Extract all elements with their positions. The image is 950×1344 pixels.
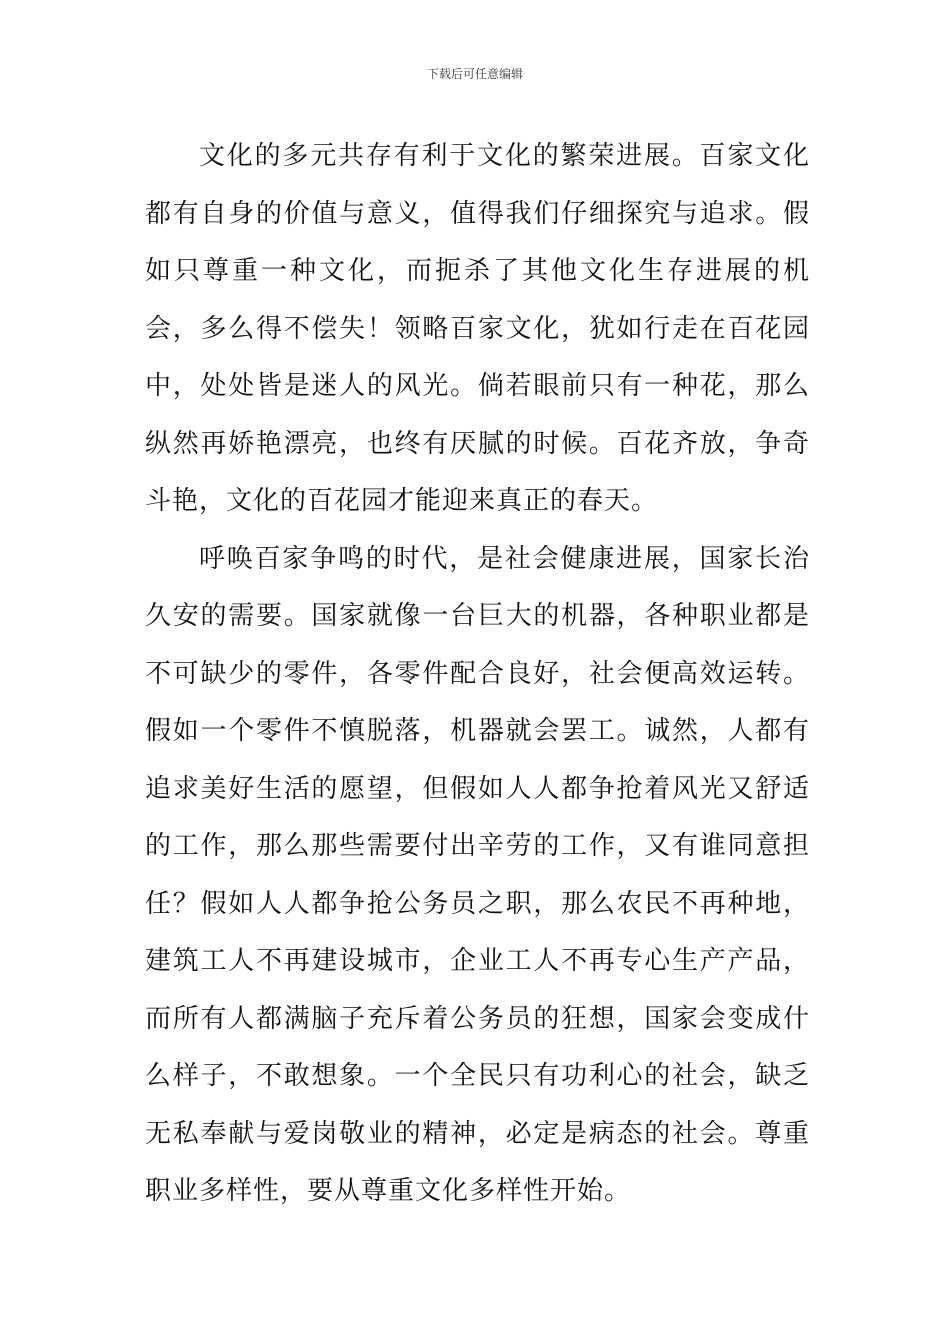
paragraph-1: 文化的多元共存有利于文化的繁荣进展。百家文化都有自身的价值与意义，值得我们仔细探究与追求。假如只尊重一种文化，而扼杀了其他文化生存进展的机会，多么得不偿失！领略百家文化，犹如行走在百花园中，处处皆是迷人的风光。倘若眼前只有一种花，那么纵然再娇艳漂亮，也终有厌腻的时候。百花齐放，争奇斗艳，文化的百花园才能迎来真正的春天。 bbox=[145, 141, 810, 516]
page-header: 下载后可任意编辑 bbox=[426, 67, 523, 81]
paragraph-2: 呼唤百家争鸣的时代，是社会健康进展，国家长治久安的需要。国家就像一台巨大的机器，各种职业都是不可缺少的零件，各零件配合良好，社会便高效运转。假如一个零件不慎脱落，机器就会罢工。诚然，人都有追求美好生活的愿望，但假如人人都争抢着风光又舒适的工作，那么那些需要付出辛劳的工作，又有谁同意担任？假如人人都争抢公务员之职，那么农民不再种地，建筑工人不再建设城市，企业工人不再专心生产产品，而所有人都满脑子充斥着公务员的狂想，国家会变成什么样子，不敢想象。一个全民只有功利心的社会，缺乏无私奉献与爱岗敬业的精神，必定是病态的社会。尊重职业多样性，要从尊重文化多样性开始。 bbox=[145, 543, 810, 1206]
document-body bbox=[145, 128, 810, 1221]
